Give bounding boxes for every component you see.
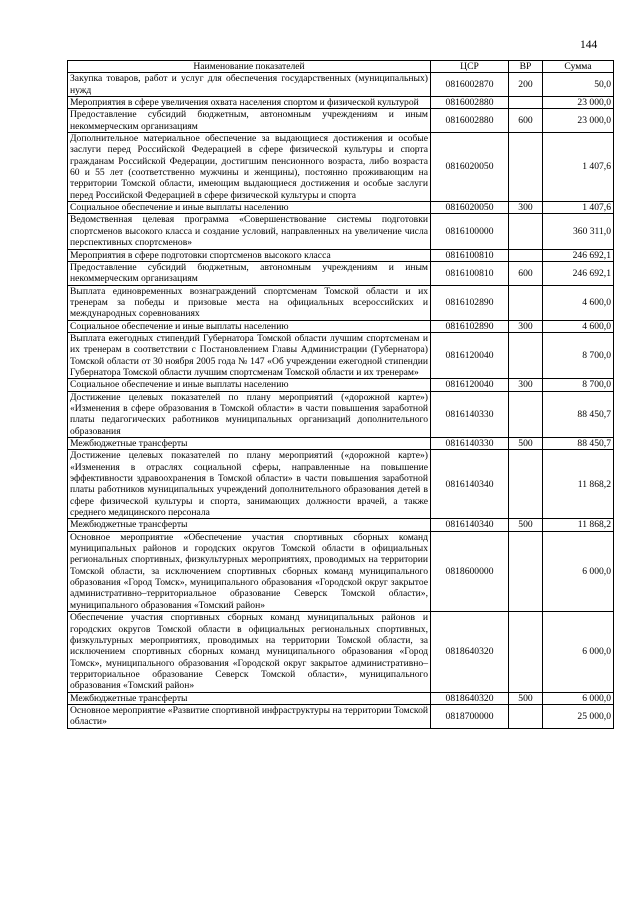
row-vr: [509, 214, 543, 249]
header-vr: ВР: [509, 61, 543, 73]
header-name: Наименование показателей: [68, 61, 431, 73]
row-sum: 23 000,0: [543, 109, 614, 133]
table-row: [68, 379, 614, 391]
row-sum: 246 692,1: [543, 249, 614, 261]
row-csr: 0816102890: [431, 320, 509, 332]
page-number: 144: [580, 39, 598, 51]
table-row: [68, 438, 614, 450]
row-name: Межбюджетные трансферты: [68, 438, 431, 450]
header-sum: Сумма: [543, 61, 614, 73]
table-row: [68, 519, 614, 531]
row-name: Достижение целевых показателей по плану мероприятий («дорожной карте») «Изменения в отраслях социальной сферы, направленные на повышение эффективности здравоохранения в Томской области» в части повышения заработной платы работников муниципальных учреждений дополнительного образования детей в сфере физической культуры и спорта, занимающих должности врачей, а также среднего медицинского персонала: [68, 450, 431, 519]
table-row: [68, 202, 614, 214]
table-row: [68, 704, 614, 728]
row-csr: 0818640320: [431, 692, 509, 704]
row-name: Закупка товаров, работ и услуг для обеспечения государственных (муниципальных) нужд: [68, 73, 431, 97]
table-row: [68, 320, 614, 332]
table-row: [68, 285, 614, 320]
row-name: Обеспечение участия спортивных сборных команд муниципальных районов и городских округов Томской области в официальных региональных спортивных, физкультурных мероприятиях, проводимых на территории Томской области, за исключением спортивных сборных команд муниципального образования «Город Томск», муниципального образования «Городской округ закрытое административно–территориальное образование Северск Томской области», муниципального образования «Томский район»: [68, 612, 431, 692]
row-csr: 0816100810: [431, 249, 509, 261]
row-vr: [509, 249, 543, 261]
row-name: Социальное обеспечение и иные выплаты населению: [68, 320, 431, 332]
row-name: Предоставление субсидий бюджетным, автономным учреждениям и иным некоммерческим организациям: [68, 109, 431, 133]
row-sum: 11 868,2: [543, 519, 614, 531]
row-name: Мероприятия в сфере увеличения охвата населения спортом и физической культурой: [68, 97, 431, 109]
row-csr: 0816140340: [431, 519, 509, 531]
row-sum: 6 000,0: [543, 612, 614, 692]
row-vr: [509, 285, 543, 320]
row-sum: 8 700,0: [543, 332, 614, 378]
table-row: [68, 109, 614, 133]
row-vr: [509, 133, 543, 202]
row-csr: 0816002880: [431, 109, 509, 133]
row-name: Предоставление субсидий бюджетным, автономным учреждениям и иным некоммерческим организациям: [68, 261, 431, 285]
row-csr: 0816120040: [431, 332, 509, 378]
row-name: Межбюджетные трансферты: [68, 692, 431, 704]
row-sum: 1 407,6: [543, 133, 614, 202]
row-vr: [509, 97, 543, 109]
row-vr: 600: [509, 109, 543, 133]
row-csr: 0816002870: [431, 73, 509, 97]
table-row: [68, 73, 614, 97]
table-row: [68, 612, 614, 692]
row-csr: 0816002880: [431, 97, 509, 109]
row-csr: 0816020050: [431, 202, 509, 214]
row-name: Ведомственная целевая программа «Совершенствование системы подготовки спортсменов высокого класса и создание условий, направленных на увеличение числа перспективных спортсменов»: [68, 214, 431, 249]
row-sum: 88 450,7: [543, 391, 614, 437]
row-name: Межбюджетные трансферты: [68, 519, 431, 531]
row-vr: 300: [509, 202, 543, 214]
row-name: Основное мероприятие «Развитие спортивной инфраструктуры на территории Томской области»: [68, 704, 431, 728]
table-row: [68, 249, 614, 261]
row-csr: 0818640320: [431, 612, 509, 692]
row-vr: 600: [509, 261, 543, 285]
row-csr: 0816140330: [431, 438, 509, 450]
header-csr: ЦСР: [431, 61, 509, 73]
row-sum: 23 000,0: [543, 97, 614, 109]
row-csr: 0818700000: [431, 704, 509, 728]
row-vr: 500: [509, 692, 543, 704]
table-row: [68, 261, 614, 285]
budget-table: [67, 60, 614, 729]
row-csr: 0816100810: [431, 261, 509, 285]
row-sum: 6 000,0: [543, 692, 614, 704]
table-row: [68, 391, 614, 437]
row-sum: 50,0: [543, 73, 614, 97]
table-row: [68, 692, 614, 704]
row-name: Социальное обеспечение и иные выплаты населению: [68, 379, 431, 391]
row-name: Выплата ежегодных стипендий Губернатора Томской области лучшим спортсменам и их тренерам в соответствии с Постановлением Главы Администрации (Губернатора) Томской области от 30 ноября 2005 года № 147 «Об учреждении ежегодной стипендии Губернатора Томской области лучшим спортсменам Томской области и их тренерам»: [68, 332, 431, 378]
table-row: [68, 450, 614, 519]
row-vr: 300: [509, 379, 543, 391]
row-csr: 0816140340: [431, 450, 509, 519]
row-vr: [509, 450, 543, 519]
table-header-row: [68, 61, 614, 73]
row-vr: [509, 332, 543, 378]
table-row: [68, 531, 614, 611]
row-sum: 8 700,0: [543, 379, 614, 391]
table-row: [68, 214, 614, 249]
row-name: Мероприятия в сфере подготовки спортсменов высокого класса: [68, 249, 431, 261]
row-vr: 500: [509, 519, 543, 531]
row-name: Достижение целевых показателей по плану мероприятий («дорожной карте») «Изменения в сфере образования в Томской области» в части повышения заработной платы педагогических работников муниципальных организаций дополнительного образования: [68, 391, 431, 437]
row-vr: 200: [509, 73, 543, 97]
row-name: Дополнительное материальное обеспечение за выдающиеся достижения и особые заслуги перед Российской Федерацией в сфере физической культуры и спорта гражданам Российской Федерации, достигшим пенсионного возраста, либо возраста 60 и 55 лет (соответственно мужчины и женщины), постоянно проживающим на территории Томской области, имеющим выдающиеся достижения и особые заслуги перед Российской Федерацией в сфере физической культуры и спорта: [68, 133, 431, 202]
row-sum: 25 000,0: [543, 704, 614, 728]
row-csr: 0818600000: [431, 531, 509, 611]
row-csr: 0816020050: [431, 133, 509, 202]
row-sum: 6 000,0: [543, 531, 614, 611]
row-sum: 246 692,1: [543, 261, 614, 285]
table-row: [68, 332, 614, 378]
row-csr: 0816120040: [431, 379, 509, 391]
row-vr: [509, 531, 543, 611]
row-vr: 500: [509, 438, 543, 450]
row-sum: 88 450,7: [543, 438, 614, 450]
row-name: Социальное обеспечение и иные выплаты населению: [68, 202, 431, 214]
row-sum: 11 868,2: [543, 450, 614, 519]
table-row: [68, 97, 614, 109]
table-row: [68, 133, 614, 202]
row-vr: [509, 612, 543, 692]
row-csr: 0816100000: [431, 214, 509, 249]
row-vr: [509, 704, 543, 728]
row-sum: 4 600,0: [543, 320, 614, 332]
row-vr: [509, 391, 543, 437]
row-sum: 1 407,6: [543, 202, 614, 214]
row-vr: 300: [509, 320, 543, 332]
row-csr: 0816140330: [431, 391, 509, 437]
row-name: Основное мероприятие «Обеспечение участия спортивных сборных команд муниципальных районов и городских округов Томской области в официальных региональных спортивных, физкультурных мероприятиях, проводимых на территории Томской области, за исключением спортивных сборных команд муниципального образования «Город Томск», муниципального образования «Городской округ закрытое административно–территориальное образование Северск Томской области», муниципального образования «Томский район»: [68, 531, 431, 611]
row-csr: 0816102890: [431, 285, 509, 320]
row-sum: 360 311,0: [543, 214, 614, 249]
row-name: Выплата единовременных вознаграждений спортсменам Томской области и их тренерам за победы и призовые места на официальных всероссийских и международных соревнованиях: [68, 285, 431, 320]
row-sum: 4 600,0: [543, 285, 614, 320]
